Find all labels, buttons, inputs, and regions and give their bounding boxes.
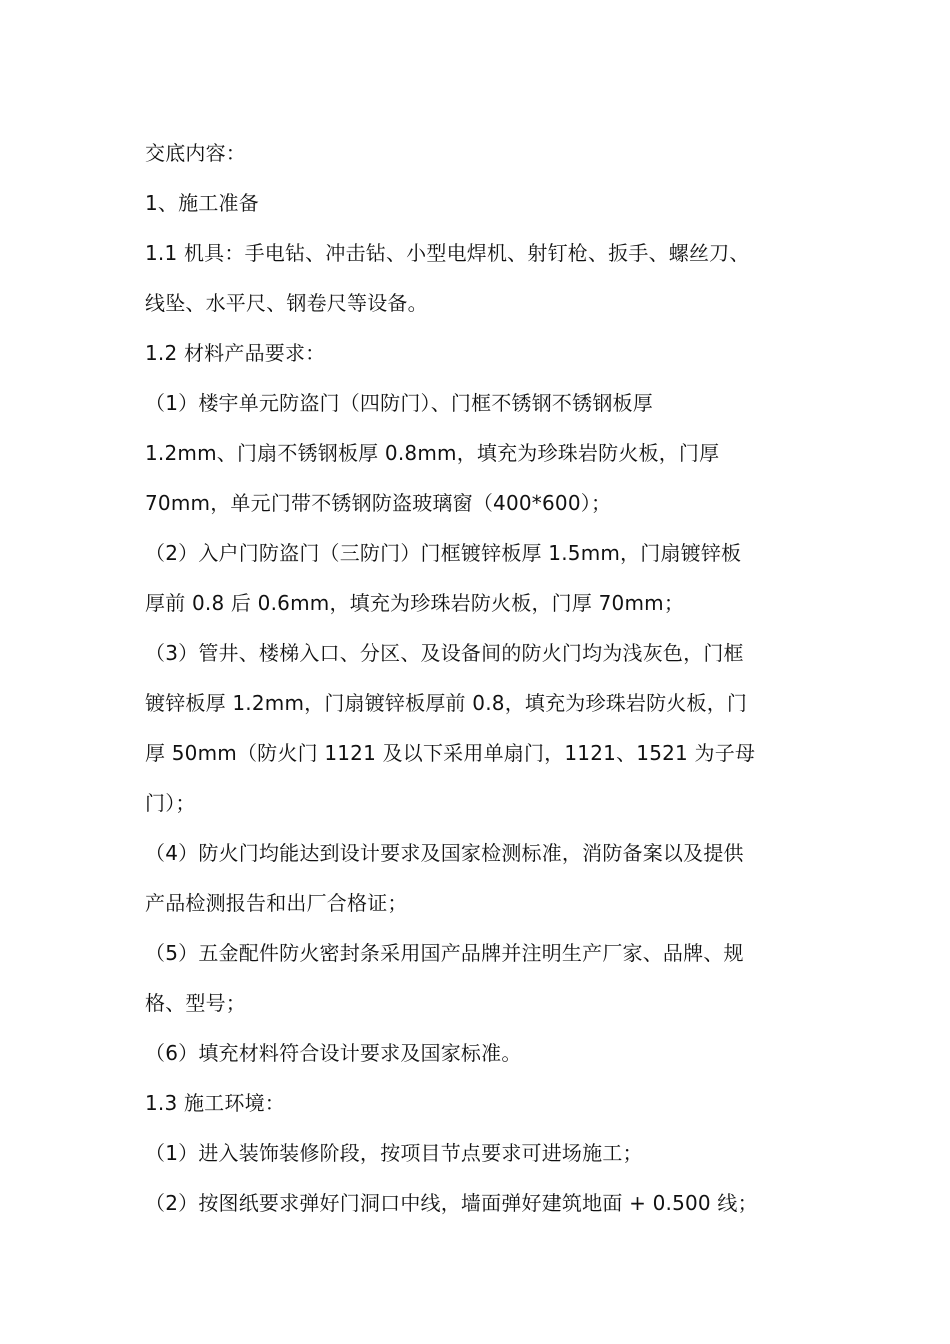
paragraph-line: 1.1 机具：手电钻、冲击钻、小型电焊机、射钉枪、扳手、螺丝刀、 [145,241,750,265]
paragraph-line: （6）填充材料符合设计要求及国家标准。 [145,1041,522,1065]
paragraph-line: 镀锌板厚 1.2mm，门扇镀锌板厚前 0.8，填充为珍珠岩防火板，门 [145,691,748,715]
section-1-3-heading: 1.3 施工环境： [145,1091,285,1115]
paragraph-line: （3）管井、楼梯入口、分区、及设备间的防火门均为浅灰色，门框 [145,641,744,665]
section-1-heading: 1、施工准备 [145,191,259,215]
section-intro-heading: 交底内容： [145,141,246,165]
document-body [145,128,810,1228]
section-1-2-heading: 1.2 材料产品要求： [145,341,326,365]
paragraph-line: （5）五金配件防火密封条采用国产品牌并注明生产厂家、品牌、规 [145,941,744,965]
paragraph-line: 70mm，单元门带不锈钢防盗玻璃窗（400*600）； [145,491,612,515]
paragraph-line: （1）进入装饰装修阶段，按项目节点要求可进场施工； [145,1141,643,1165]
paragraph-line: 厚前 0.8 后 0.6mm，填充为珍珠岩防火板，门厚 70mm； [145,591,685,615]
paragraph-line: （2）入户门防盗门（三防门）门框镀锌板厚 1.5mm，门扇镀锌板 [145,541,742,565]
paragraph-line: 线坠、水平尺、钢卷尺等设备。 [145,291,428,315]
paragraph-line: 产品检测报告和出厂合格证； [145,891,408,915]
paragraph-line: 厚 50mm（防火门 1121 及以下采用单扇门，1121、1521 为子母 [145,741,756,765]
paragraph-line: 格、型号； [145,991,246,1015]
paragraph-line: （4）防火门均能达到设计要求及国家检测标准，消防备案以及提供 [145,841,744,865]
paragraph-line: 1.2mm、门扇不锈钢板厚 0.8mm，填充为珍珠岩防火板，门厚 [145,441,720,465]
paragraph-line: （1）楼宇单元防盗门（四防门）、门框不锈钢不锈钢板厚 [145,391,653,415]
paragraph-line: （2）按图纸要求弹好门洞口中线，墙面弹好建筑地面 + 0.500 线； [145,1191,758,1215]
paragraph-line: 门）； [145,791,196,815]
